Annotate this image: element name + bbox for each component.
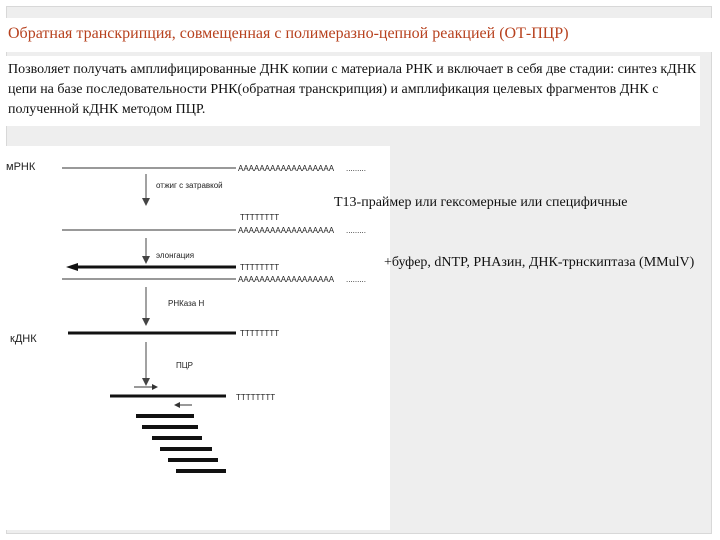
- step-rnase-label: РНКаза Н: [168, 299, 205, 308]
- step-arrowhead-3: [142, 318, 150, 326]
- label-mrna: мРНК: [6, 161, 36, 173]
- reagents-annotation: +буфер, dNTP, РНАзин, ДНК-трнскиптаза (MMulV): [384, 255, 695, 270]
- step-pcr-label: ПЦР: [176, 361, 194, 370]
- slide-title: Обратная транскрипция, совмещенная с полимеразно-цепной реакцией (ОТ-ПЦР): [8, 25, 569, 42]
- step-arrowhead-4: [142, 378, 150, 386]
- reverse-primer-arrowhead: [174, 402, 180, 408]
- step-arrowhead-1: [142, 198, 150, 206]
- dots-2: .........: [346, 226, 367, 235]
- rt-pcr-svg: [6, 146, 390, 530]
- dots-1: .........: [346, 164, 367, 173]
- poly-t-3: TTTTTTTT: [240, 329, 280, 338]
- poly-t-4: TTTTTTTT: [236, 393, 276, 402]
- step-arrowhead-2: [142, 256, 150, 264]
- poly-t-1: TTTTTTTT: [240, 213, 280, 222]
- poly-a-1: AAAAAAAAAAAAAAAAAA: [238, 164, 335, 173]
- forward-primer-arrowhead: [152, 384, 158, 390]
- cdna-synthesis-arrowhead: [66, 263, 78, 271]
- step-annealing-label: отжиг с затравкой: [156, 181, 223, 190]
- rt-pcr-diagram: [6, 146, 390, 530]
- poly-a-3: AAAAAAAAAAAAAAAAAA: [238, 275, 335, 284]
- poly-a-2: AAAAAAAAAAAAAAAAAA: [238, 226, 335, 235]
- body-text: Позволяет получать амплифицированные ДНК копии с материала РНК и включает в себя две стадии: синтез кДНК цепи на базе последовательности РНК(обратная транскрипция) и амплификация целевых фрагментов ДНК с полученной кДНК методом ПЦР.: [8, 62, 697, 117]
- label-cdna: кДНК: [10, 333, 37, 345]
- dots-3: .........: [346, 275, 367, 284]
- step-elongation-label: элонгация: [156, 251, 195, 260]
- poly-t-2: TTTTTTTT: [240, 263, 280, 272]
- primer-annotation: Т13-праймер или гексомерные или специфичные: [334, 195, 628, 210]
